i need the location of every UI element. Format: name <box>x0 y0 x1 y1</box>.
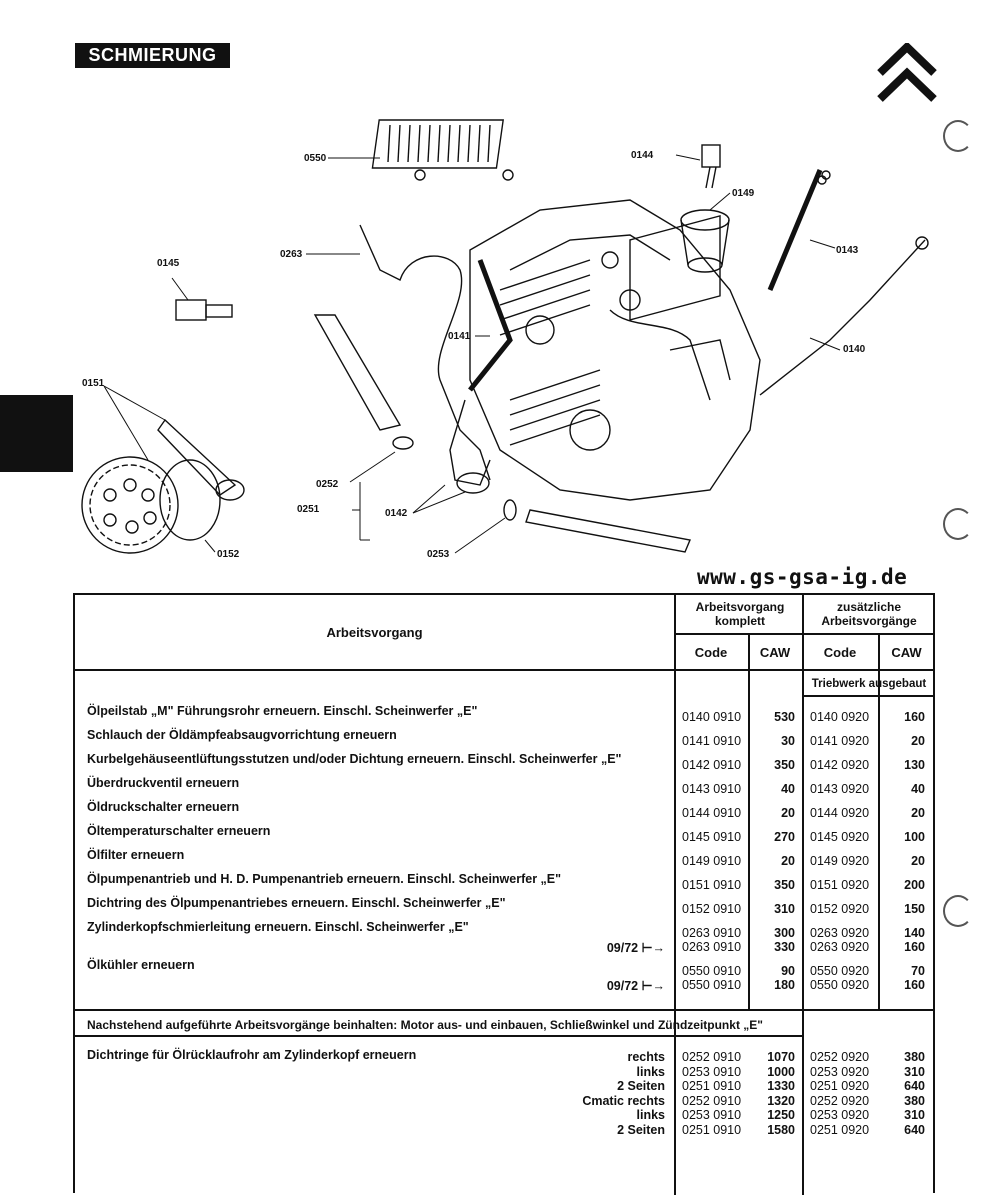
page-title: SCHMIERUNG <box>75 43 230 68</box>
caw-komplett: 1580 <box>767 1122 795 1137</box>
diagram-label: 0550 <box>304 153 327 164</box>
diagram-label: 0253 <box>427 549 450 560</box>
caw-komplett: 1320 <box>767 1093 795 1108</box>
code-zusaetzlich: 0141 0920 <box>810 734 870 748</box>
diagram-label: 0149 <box>732 188 755 199</box>
caw-zusaetzlich: 20 <box>911 854 925 868</box>
diagram-label: 0141 <box>448 331 471 342</box>
code-komplett: 0252 0910 <box>682 1050 742 1064</box>
punch-hole <box>943 895 973 927</box>
operation-text: Schlauch der Öldämpfeabsaugvorrichtung erneuern <box>87 728 397 742</box>
diagram-label: 0144 <box>631 150 654 161</box>
caw-zusaetzlich: 100 <box>904 830 925 844</box>
caw-komplett: 1250 <box>767 1108 795 1122</box>
caw-komplett: 270 <box>774 830 795 844</box>
code-komplett: 0145 0910 <box>682 830 742 844</box>
code-komplett: 0251 0910 <box>682 1079 742 1093</box>
operation-text: Ölpeilstab „M" Führungsrohr erneuern. Einschl. Scheinwerfer „E" <box>87 704 478 718</box>
code-komplett: 0252 0910 <box>682 1093 742 1108</box>
code-zusaetzlich: 0151 0920 <box>810 878 870 892</box>
code-zusaetzlich: 0253 0920 <box>810 1108 870 1122</box>
code-komplett: 0253 0910 <box>682 1064 742 1079</box>
caw-zusaetzlich: 380 <box>904 1050 925 1064</box>
code-komplett: 0251 0910 <box>682 1122 742 1137</box>
code-zusaetzlich: 0149 0920 <box>810 854 870 868</box>
caw-zusaetzlich: 380 <box>904 1093 925 1108</box>
code-komplett: 0253 0910 <box>682 1108 742 1122</box>
diagram-label: 0151 <box>82 378 105 389</box>
code-zusaetzlich: 0550 0920 <box>810 964 870 978</box>
caw-zusaetzlich: 40 <box>911 782 925 796</box>
note-row: Nachstehend aufgeführte Arbeitsvorgänge beinhalten: Motor aus- und einbauen, Schließwinkel und Zündzeitpunkt „E" <box>87 1018 763 1032</box>
operation-text: Zylinderkopfschmierleitung erneuern. Einschl. Scheinwerfer „E" <box>87 920 469 934</box>
sub-label: links <box>636 1064 665 1079</box>
sub-label: 2 Seiten <box>617 1122 665 1137</box>
sub-label: links <box>636 1108 665 1122</box>
code-zusaetzlich: 0252 0920 <box>810 1050 870 1064</box>
code-komplett: 0142 0910 <box>682 758 742 772</box>
diagram-label: 0263 <box>280 249 303 260</box>
triebwerk-label: Triebwerk ausgebaut <box>811 678 927 690</box>
operation-text: Dichtringe für Ölrücklaufrohr am Zylinderkopf erneuern <box>87 1048 417 1062</box>
diagram-label: 0140 <box>843 344 866 355</box>
operation-text: Öltemperaturschalter erneuern <box>87 824 271 838</box>
brand-logo <box>876 43 938 103</box>
dipstick-part <box>760 240 925 395</box>
caw-komplett: 530 <box>774 710 795 724</box>
sub-label: 09/72 ⊢→ <box>606 979 665 993</box>
diagram-label: 0142 <box>385 508 408 519</box>
code-zusaetzlich: 0550 0920 <box>810 978 870 992</box>
caw-zusaetzlich: 20 <box>911 806 925 820</box>
code-komplett: 0152 0910 <box>682 902 742 916</box>
sub-label: 09/72 ⊢→ <box>606 941 665 955</box>
code-zusaetzlich: 0143 0920 <box>810 782 870 796</box>
code-komplett: 0550 0910 <box>682 964 742 978</box>
code-komplett: 0550 0910 <box>682 978 742 992</box>
caw-komplett: 350 <box>774 758 795 772</box>
caw-komplett: 1330 <box>767 1079 795 1093</box>
caw-komplett: 350 <box>774 878 795 892</box>
operation-text: Ölfilter erneuern <box>87 848 185 862</box>
caw-zusaetzlich: 20 <box>911 734 925 748</box>
code-zusaetzlich: 0263 0920 <box>810 926 870 940</box>
diagram-label: 0152 <box>217 549 240 560</box>
caw-komplett: 300 <box>774 926 795 940</box>
caw-zusaetzlich: 160 <box>904 940 925 954</box>
caw-komplett: 1000 <box>767 1064 795 1079</box>
labour-table <box>73 593 935 1193</box>
code-komplett: 0263 0910 <box>682 926 742 940</box>
engine-block <box>470 200 760 500</box>
code-komplett: 0149 0910 <box>682 854 742 868</box>
operation-text: Ölpumpenantrieb und H. D. Pumpenantrieb erneuern. Einschl. Scheinwerfer „E" <box>87 872 562 886</box>
caw-komplett: 90 <box>781 964 795 978</box>
code-zusaetzlich: 0140 0920 <box>810 710 870 724</box>
code-komplett: 0263 0910 <box>682 940 742 954</box>
column-header: CAW <box>891 645 922 660</box>
caw-zusaetzlich: 310 <box>904 1064 925 1079</box>
caw-zusaetzlich: 310 <box>904 1108 925 1122</box>
operation-text: Öldruckschalter erneuern <box>87 800 240 814</box>
caw-komplett: 20 <box>781 854 795 868</box>
caw-komplett: 180 <box>774 978 795 992</box>
code-komplett: 0140 0910 <box>682 710 742 724</box>
caw-zusaetzlich: 160 <box>904 978 925 992</box>
code-zusaetzlich: 0251 0920 <box>810 1079 870 1093</box>
code-zusaetzlich: 0152 0920 <box>810 902 870 916</box>
column-header: Code <box>694 645 728 660</box>
operation-text: Überdruckventil erneuern <box>87 776 240 790</box>
caw-komplett: 310 <box>774 902 795 916</box>
caw-komplett: 20 <box>781 806 795 820</box>
oil-temp-switch-part <box>176 300 232 320</box>
code-zusaetzlich: 0251 0920 <box>810 1122 870 1137</box>
operation-text: Ölkühler erneuern <box>87 958 195 972</box>
code-zusaetzlich: 0252 0920 <box>810 1093 870 1108</box>
code-zusaetzlich: 0263 0920 <box>810 940 870 954</box>
diagram-label: 0145 <box>157 258 180 269</box>
diagram-label: 0143 <box>836 245 859 256</box>
code-komplett: 0151 0910 <box>682 878 742 892</box>
caw-komplett: 40 <box>781 782 795 796</box>
code-zusaetzlich: 0253 0920 <box>810 1064 870 1079</box>
sub-label: 2 Seiten <box>617 1079 665 1093</box>
oil-pump-gear-part <box>82 420 244 553</box>
website-url: www.gs-gsa-ig.de <box>697 565 908 589</box>
caw-zusaetzlich: 200 <box>904 878 925 892</box>
caw-zusaetzlich: 640 <box>904 1079 925 1093</box>
sub-label: Cmatic rechts <box>582 1093 665 1108</box>
code-zusaetzlich: 0142 0920 <box>810 758 870 772</box>
caw-zusaetzlich: 150 <box>904 902 925 916</box>
code-komplett: 0144 0910 <box>682 806 742 820</box>
caw-zusaetzlich: 640 <box>904 1122 925 1137</box>
oil-pressure-switch-part <box>702 145 720 188</box>
caw-zusaetzlich: 140 <box>904 926 925 940</box>
column-header: zusätzliche Arbeitsvorgänge <box>821 600 917 628</box>
caw-zusaetzlich: 130 <box>904 758 925 772</box>
section-tab <box>0 395 73 472</box>
caw-komplett: 1070 <box>767 1050 795 1064</box>
caw-komplett: 30 <box>781 734 795 748</box>
operation-text: Dichtring des Ölpumpenantriebes erneuern. Einschl. Scheinwerfer „E" <box>87 896 506 910</box>
operation-text: Kurbelgehäuseentlüftungsstutzen und/oder Dichtung erneuern. Einschl. Scheinwerfer „E" <box>87 752 622 766</box>
caw-zusaetzlich: 70 <box>911 964 925 978</box>
column-header: Arbeitsvorgang komplett <box>695 600 785 628</box>
column-header: Arbeitsvorgang <box>326 625 423 640</box>
diagram-label: 0251 <box>297 504 320 515</box>
caw-zusaetzlich: 160 <box>904 710 925 724</box>
diagram-label: 0252 <box>316 479 339 490</box>
exploded-diagram <box>70 100 950 570</box>
code-komplett: 0143 0910 <box>682 782 742 796</box>
sub-label: rechts <box>627 1050 665 1064</box>
code-zusaetzlich: 0144 0920 <box>810 806 870 820</box>
code-komplett: 0141 0910 <box>682 734 742 748</box>
code-zusaetzlich: 0145 0920 <box>810 830 870 844</box>
column-header: Code <box>823 645 857 660</box>
oil-cooler-part <box>372 120 513 180</box>
caw-komplett: 330 <box>774 940 795 954</box>
column-header: CAW <box>759 645 791 660</box>
